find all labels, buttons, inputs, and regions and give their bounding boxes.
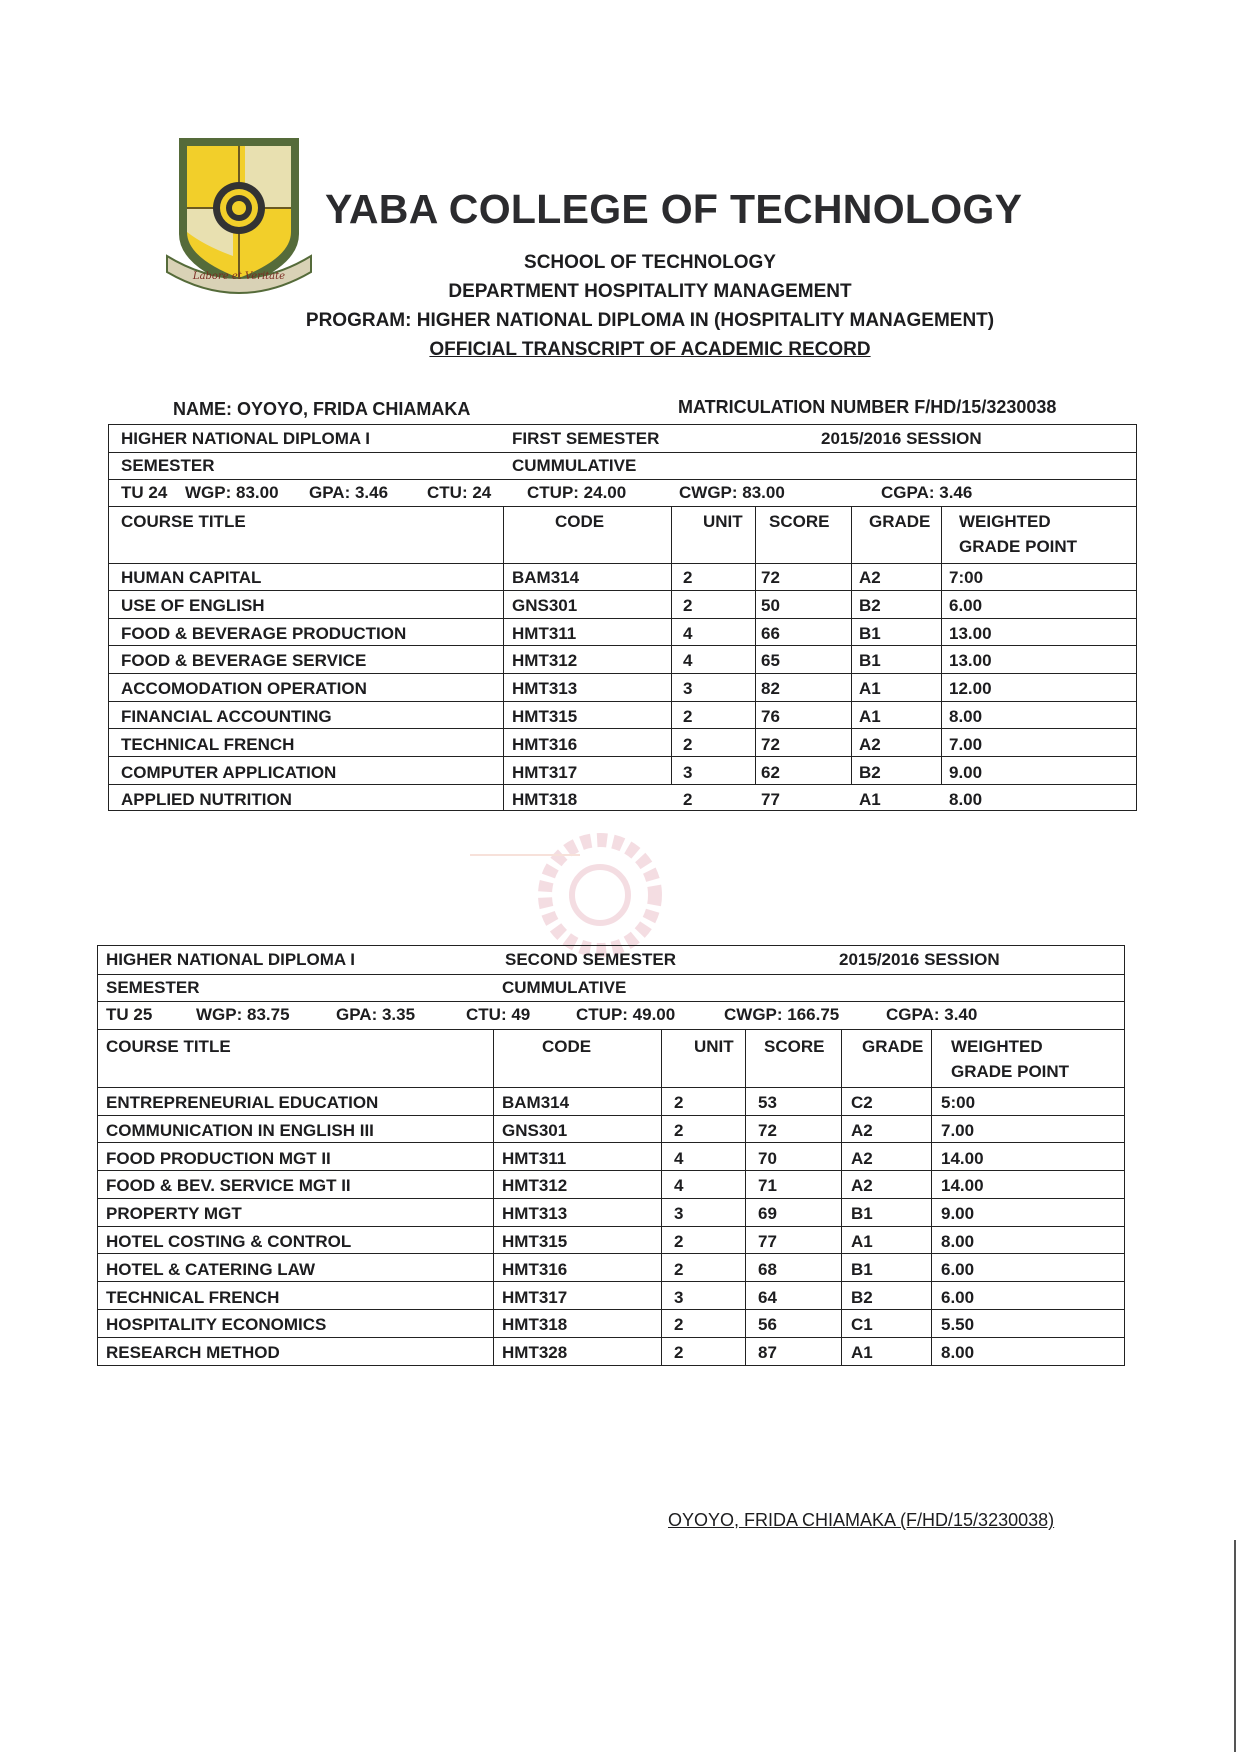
document-title: OFFICIAL TRANSCRIPT OF ACADEMIC RECORD <box>429 339 871 360</box>
sem1-level: HIGHER NATIONAL DIPLOMA I <box>121 429 371 448</box>
cell-course-title: APPLIED NUTRITION <box>121 790 292 810</box>
cell-code: GNS301 <box>512 595 578 615</box>
cell-grade: B2 <box>859 762 881 782</box>
cell-course-title: HOSPITALITY ECONOMICS <box>106 1315 327 1335</box>
cell-unit: 2 <box>683 707 693 726</box>
sem1-cgpa: CGPA: 3.46 <box>881 483 973 502</box>
sem1-ctu: CTU: 24 <box>427 483 492 502</box>
second-semester-table <box>97 945 1125 1366</box>
sem1-col-course-title: COURSE TITLE <box>121 512 246 531</box>
student-signature-line: OYOYO, FRIDA CHIAMAKA (F/HD/15/3230038) <box>668 1510 1055 1530</box>
cell-course-title: ENTREPRENEURIAL EDUCATION <box>106 1093 379 1112</box>
sem2-col-course-title: COURSE TITLE <box>106 1037 231 1056</box>
sem1-wgp: WGP: 83.00 <box>185 483 279 502</box>
cell-grade: A2 <box>851 1120 873 1140</box>
sem2-ctu: CTU: 49 <box>466 1005 531 1024</box>
cell-code: HMT315 <box>502 1232 568 1251</box>
cell-unit: 2 <box>674 1232 684 1251</box>
cell-code: HMT312 <box>512 651 578 671</box>
sem2-gpa: GPA: 3.35 <box>336 1005 416 1024</box>
cell-course-title: FOOD & BEVERAGE PRODUCTION <box>121 623 407 643</box>
cell-course-title: HUMAN CAPITAL <box>121 568 262 587</box>
sem1-col-code: CODE <box>555 512 605 531</box>
cell-unit: 3 <box>683 762 693 782</box>
cell-score: 70 <box>758 1148 777 1168</box>
cell-unit: 2 <box>683 734 693 754</box>
cell-score: 65 <box>761 651 780 671</box>
sem2-col-wgp: WEIGHTED <box>951 1037 1043 1056</box>
cell-weighted-grade-point: 8.00 <box>949 790 983 810</box>
college-name: YABA COLLEGE OF TECHNOLOGY <box>325 186 1023 232</box>
cell-weighted-grade-point: 7:00 <box>949 568 984 587</box>
cell-score: 87 <box>758 1343 777 1363</box>
sem2-col-wgp-2: GRADE POINT <box>951 1062 1070 1081</box>
cell-code: HMT316 <box>502 1259 568 1279</box>
cell-grade: B2 <box>859 595 881 615</box>
cell-course-title: USE OF ENGLISH <box>121 595 265 615</box>
cell-weighted-grade-point: 13.00 <box>949 623 992 643</box>
cell-score: 72 <box>761 568 780 587</box>
cell-unit: 2 <box>674 1343 684 1363</box>
cell-weighted-grade-point: 6.00 <box>941 1287 975 1307</box>
sem2-col-score: SCORE <box>764 1037 825 1056</box>
sem2-level: HIGHER NATIONAL DIPLOMA I <box>106 950 356 969</box>
cell-grade: A1 <box>859 707 881 726</box>
cell-grade: A2 <box>859 734 881 754</box>
sem1-ctup: CTUP: 24.00 <box>527 483 627 502</box>
sem1-col-score: SCORE <box>769 512 830 531</box>
cell-code: HMT311 <box>512 623 577 643</box>
cell-score: 66 <box>761 623 780 643</box>
sem2-ctup: CTUP: 49.00 <box>576 1005 676 1024</box>
cell-code: HMT318 <box>502 1315 568 1335</box>
cell-score: 64 <box>758 1287 777 1307</box>
sem2-semester-label: SEMESTER <box>106 978 200 997</box>
sem1-semester-label: SEMESTER <box>121 456 215 475</box>
cell-score: 77 <box>761 790 780 810</box>
cell-code: HMT312 <box>502 1176 568 1196</box>
sem2-col-grade: GRADE <box>862 1037 924 1056</box>
cell-weighted-grade-point: 9.00 <box>941 1204 975 1224</box>
cell-grade: B1 <box>851 1204 873 1224</box>
cell-weighted-grade-point: 8.00 <box>949 707 983 726</box>
cell-unit: 2 <box>674 1120 684 1140</box>
cell-grade: A1 <box>859 790 881 810</box>
cell-course-title: RESEARCH METHOD <box>106 1343 280 1363</box>
cell-course-title: TECHNICAL FRENCH <box>106 1287 280 1307</box>
cell-score: 53 <box>758 1093 777 1112</box>
cell-weighted-grade-point: 7.00 <box>941 1120 975 1140</box>
cell-score: 68 <box>758 1259 777 1279</box>
cell-score: 56 <box>758 1315 777 1335</box>
cell-code: HMT317 <box>512 762 578 782</box>
sem2-cwgp: CWGP: 166.75 <box>724 1005 840 1024</box>
cell-score: 69 <box>758 1204 777 1224</box>
scan-edge-line <box>1234 1540 1236 1752</box>
cell-unit: 2 <box>674 1259 684 1279</box>
sem2-tu: TU 25 <box>106 1005 153 1024</box>
first-semester-table <box>108 424 1137 811</box>
cell-course-title: HOTEL & CATERING LAW <box>106 1259 316 1279</box>
matriculation-number: MATRICULATION NUMBER F/HD/15/3230038 <box>678 397 1057 417</box>
cell-grade: C1 <box>851 1315 873 1335</box>
cell-unit: 3 <box>674 1204 684 1224</box>
cell-code: HMT317 <box>502 1287 568 1307</box>
cell-score: 50 <box>761 595 780 615</box>
cell-grade: A1 <box>851 1232 873 1251</box>
cell-code: HMT316 <box>512 734 578 754</box>
cell-code: HMT315 <box>512 707 578 726</box>
cell-score: 82 <box>761 679 780 699</box>
cell-grade: A2 <box>851 1176 873 1196</box>
sem1-cumulative-label: CUMMULATIVE <box>512 456 637 475</box>
cell-unit: 2 <box>674 1093 684 1112</box>
cell-grade: B1 <box>859 623 881 643</box>
cell-course-title: FOOD & BEVERAGE SERVICE <box>121 651 367 671</box>
cell-unit: 4 <box>674 1176 684 1196</box>
cell-course-title: HOTEL COSTING & CONTROL <box>106 1232 352 1251</box>
cell-grade: B1 <box>851 1259 873 1279</box>
cell-weighted-grade-point: 6.00 <box>941 1259 975 1279</box>
cell-course-title: FOOD PRODUCTION MGT II <box>106 1148 331 1168</box>
sem1-col-wgp-2: GRADE POINT <box>959 537 1078 556</box>
cell-weighted-grade-point: 13.00 <box>949 651 992 671</box>
cell-course-title: COMMUNICATION IN ENGLISH III <box>106 1120 374 1140</box>
cell-weighted-grade-point: 8.00 <box>941 1343 975 1363</box>
college-motto: Labore et Veritate <box>192 271 286 282</box>
cell-grade: C2 <box>851 1093 873 1112</box>
cell-score: 71 <box>758 1176 777 1196</box>
cell-unit: 2 <box>683 568 693 587</box>
cell-course-title: FINANCIAL ACCOUNTING <box>121 707 332 726</box>
cell-score: 77 <box>758 1232 777 1251</box>
cell-unit: 4 <box>683 623 693 643</box>
cell-code: GNS301 <box>502 1120 568 1140</box>
cell-code: HMT313 <box>502 1204 568 1224</box>
student-name: NAME: OYOYO, FRIDA CHIAMAKA <box>173 399 471 419</box>
program-name: PROGRAM: HIGHER NATIONAL DIPLOMA IN (HOSPITALITY MANAGEMENT) <box>305 310 995 331</box>
sem2-semester: SECOND SEMESTER <box>505 950 676 969</box>
cell-code: HMT328 <box>502 1343 568 1363</box>
cell-weighted-grade-point: 5:00 <box>941 1093 976 1112</box>
cell-weighted-grade-point: 14.00 <box>941 1148 984 1168</box>
cell-weighted-grade-point: 12.00 <box>949 679 992 699</box>
seal-watermark <box>470 815 730 965</box>
cell-weighted-grade-point: 14.00 <box>941 1176 984 1196</box>
cell-course-title: PROPERTY MGT <box>106 1204 242 1224</box>
sem2-session: 2015/2016 SESSION <box>839 950 1000 969</box>
cell-unit: 4 <box>674 1148 684 1168</box>
cell-grade: B2 <box>851 1287 873 1307</box>
cell-grade: A2 <box>851 1148 873 1168</box>
cell-grade: A1 <box>851 1343 873 1363</box>
sem1-col-unit: UNIT <box>703 512 743 531</box>
sem2-col-code: CODE <box>542 1037 592 1056</box>
sem1-semester: FIRST SEMESTER <box>512 429 660 448</box>
cell-weighted-grade-point: 5.50 <box>941 1315 975 1335</box>
cell-unit: 2 <box>674 1315 684 1335</box>
sem1-gpa: GPA: 3.46 <box>309 483 389 502</box>
cell-unit: 3 <box>683 679 693 699</box>
cell-score: 72 <box>758 1120 777 1140</box>
cell-code: BAM314 <box>502 1093 570 1112</box>
cell-score: 62 <box>761 762 780 782</box>
cell-score: 76 <box>761 707 780 726</box>
sem2-cgpa: CGPA: 3.40 <box>886 1005 978 1024</box>
cell-weighted-grade-point: 7.00 <box>949 734 983 754</box>
cell-grade: B1 <box>859 651 881 671</box>
cell-course-title: FOOD & BEV. SERVICE MGT II <box>106 1176 351 1196</box>
cell-grade: A1 <box>859 679 881 699</box>
cell-course-title: ACCOMODATION OPERATION <box>121 679 367 699</box>
cell-weighted-grade-point: 8.00 <box>941 1232 975 1251</box>
cell-unit: 2 <box>683 790 693 810</box>
cell-course-title: TECHNICAL FRENCH <box>121 734 295 754</box>
sem2-col-unit: UNIT <box>694 1037 734 1056</box>
cell-weighted-grade-point: 6.00 <box>949 595 983 615</box>
cell-unit: 2 <box>683 595 693 615</box>
sem2-cumulative-label: CUMMULATIVE <box>502 978 627 997</box>
cell-unit: 4 <box>683 651 693 671</box>
cell-grade: A2 <box>859 568 881 587</box>
cell-weighted-grade-point: 9.00 <box>949 762 983 782</box>
cell-code: HMT318 <box>512 790 578 810</box>
cell-code: HMT313 <box>512 679 578 699</box>
sem1-col-grade: GRADE <box>869 512 931 531</box>
sem1-cwgp: CWGP: 83.00 <box>679 483 785 502</box>
sem2-wgp: WGP: 83.75 <box>196 1005 290 1024</box>
department-name: DEPARTMENT HOSPITALITY MANAGEMENT <box>448 281 852 302</box>
sem1-tu: TU 24 <box>121 483 168 502</box>
cell-course-title: COMPUTER APPLICATION <box>121 762 337 782</box>
sem1-session: 2015/2016 SESSION <box>821 429 982 448</box>
sem1-col-wgp: WEIGHTED <box>959 512 1051 531</box>
cell-unit: 3 <box>674 1287 684 1307</box>
cell-score: 72 <box>761 734 780 754</box>
cell-code: HMT311 <box>502 1148 567 1168</box>
school-name: SCHOOL OF TECHNOLOGY <box>524 252 776 273</box>
cell-code: BAM314 <box>512 568 580 587</box>
